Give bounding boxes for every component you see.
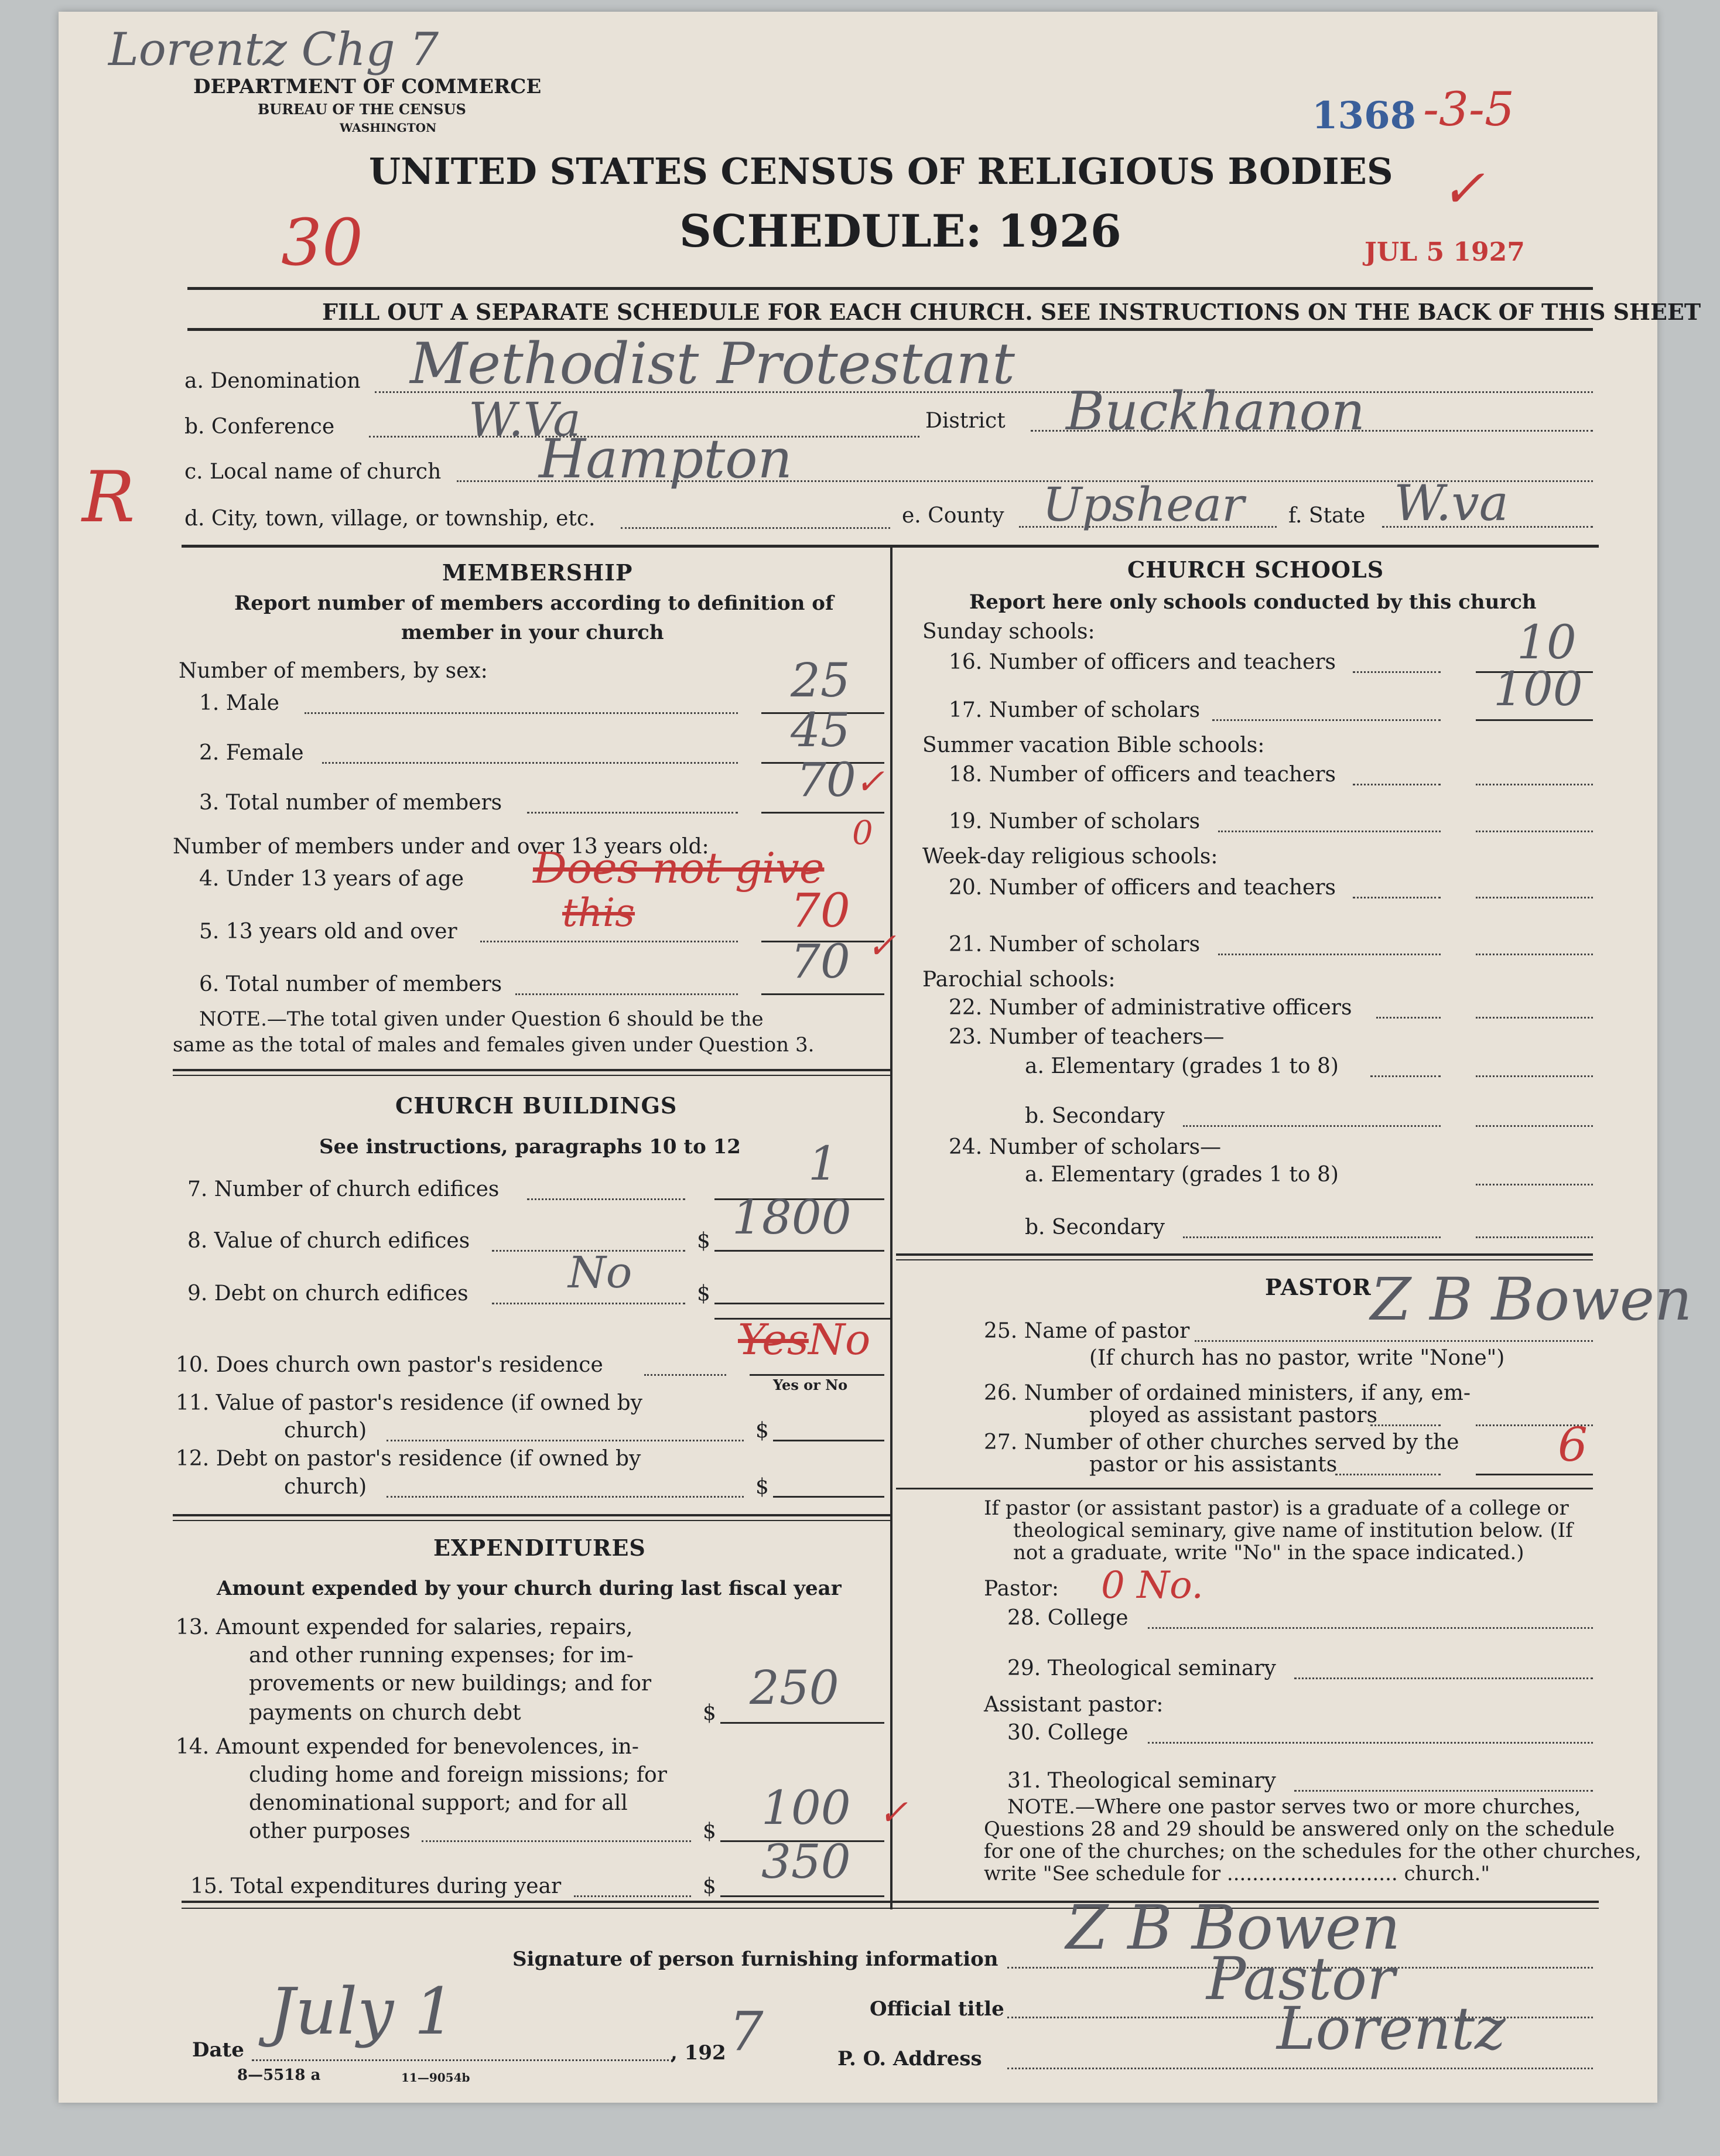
buildings-heading: CHURCH BUILDINGS (395, 1092, 678, 1119)
q30-label: 30. College (1007, 1721, 1129, 1745)
members-by-sex-label: Number of members, by sex: (179, 659, 488, 683)
age-intro-label: Number of members under and over 13 years old: (173, 835, 709, 859)
q11-label-1: 11. Value of pastor's residence (if owned by (176, 1391, 643, 1415)
official-title-label: Official title (870, 1997, 1004, 2021)
q12-dollar: $ (755, 1475, 769, 1499)
pastor-note-4: write "See schedule for ........................... church." (984, 1862, 1490, 1885)
pastor-heading: PASTOR (1265, 1274, 1372, 1300)
q17-value: 100 (1493, 662, 1583, 716)
received-stamp: JUL 5 1927 (1365, 237, 1525, 267)
q22-label: 22. Number of administrative officers (949, 996, 1352, 1020)
church-name-value: Hampton (539, 428, 792, 490)
graduate-note-2: theological seminary, give name of institution below. (If (1013, 1519, 1573, 1542)
q16-value: 10 (1517, 615, 1577, 669)
q20-label: 20. Number of officers and teachers (949, 876, 1336, 900)
membership-intro-2: member in your church (401, 621, 664, 644)
q6-label: 6. Total number of members (199, 972, 502, 996)
q27-label-1: 27. Number of other churches served by the (984, 1430, 1459, 1454)
year-prefix: , 192 (671, 2041, 726, 2065)
q11-label-2: church) (284, 1419, 367, 1443)
q7-value: 1 (808, 1136, 838, 1191)
q21-label: 21. Number of scholars (949, 932, 1201, 956)
check-mark: ✓ (1441, 158, 1485, 220)
instructions-line: FILL OUT A SEPARATE SCHEDULE FOR EACH CHURCH. SEE INSTRUCTIONS ON THE BACK OF THIS SHEET (322, 299, 1701, 325)
q12-label-1: 12. Debt on pastor's residence (if owned by (176, 1447, 641, 1471)
corner-note: Lorentz Chg 7 (108, 23, 439, 76)
q18-label: 18. Number of officers and teachers (949, 763, 1336, 787)
q27-value: 6 (1558, 1417, 1588, 1472)
q1-label: 1. Male (199, 691, 279, 715)
q2-value: 45 (791, 703, 850, 757)
q14-label-3: denominational support; and for all (249, 1791, 628, 1815)
q23b-label: b. Secondary (1025, 1104, 1165, 1128)
q9-label: 9. Debt on church edifices (187, 1282, 469, 1306)
number-30: 30 (281, 205, 363, 280)
q25-hint: (If church has no pastor, write "None") (1089, 1346, 1505, 1370)
expenditures-intro: Amount expended by your church during last fiscal year (217, 1577, 842, 1600)
q9-dollar: $ (697, 1282, 710, 1306)
q10-label: 10. Does church own pastor's residence (176, 1353, 603, 1377)
q5-struck-text: this (562, 890, 635, 935)
church-name-label: c. Local name of church (184, 460, 442, 484)
q13-label-4: payments on church debt (249, 1701, 521, 1725)
parochial-schools-label: Parochial schools: (922, 968, 1116, 992)
q14-dollar: $ (703, 1819, 716, 1843)
schools-heading: CHURCH SCHOOLS (1127, 556, 1384, 583)
q14-check: ✓ (878, 1792, 908, 1833)
q15-dollar: $ (703, 1874, 716, 1898)
date-label: Date (192, 2038, 244, 2062)
membership-note-2: same as the total of males and females given under Question 3. (173, 1033, 815, 1057)
graduate-note-3: not a graduate, write "No" in the space indicated.) (1013, 1541, 1524, 1564)
state-label: f. State (1288, 504, 1366, 528)
q24b-label: b. Secondary (1025, 1215, 1165, 1239)
conference-value: W.Va (469, 392, 581, 447)
q4-value: 0 (852, 814, 873, 852)
membership-intro-1: Report number of members according to definition of (234, 592, 834, 615)
district-value: Buckhanon (1066, 381, 1365, 442)
date-value: July 1 (269, 1974, 456, 2049)
signature-value: Z B Bowen (1066, 1892, 1401, 1963)
q6-value: 70 (791, 934, 850, 989)
q31-label: 31. Theological seminary (1007, 1769, 1276, 1793)
q25-label: 25. Name of pastor (984, 1319, 1190, 1343)
signature-label: Signature of person furnishing information (512, 1947, 999, 1971)
buildings-intro: See instructions, paragraphs 10 to 12 (319, 1135, 741, 1159)
q1-value: 25 (791, 653, 850, 708)
county-value: Upshear (1042, 477, 1244, 532)
q24-label: 24. Number of scholars— (949, 1135, 1222, 1159)
weekday-schools-label: Week-day religious schools: (922, 845, 1218, 869)
membership-note-1: NOTE.—The total given under Question 6 should be the (199, 1007, 764, 1031)
q8-dollar: $ (697, 1229, 710, 1253)
q14-value: 100 (761, 1781, 851, 1835)
official-title-value: Pastor (1206, 1945, 1395, 2013)
po-address-value: Lorentz (1277, 1994, 1506, 2063)
census-schedule-sheet (59, 12, 1701, 2103)
q27-label-2: pastor or his assistants (1089, 1453, 1338, 1477)
state-value: W.va (1394, 474, 1509, 532)
sunday-schools-label: Sunday schools: (922, 620, 1095, 644)
q8-label: 8. Value of church edifices (187, 1229, 470, 1253)
q14-label-2: cluding home and foreign missions; for (249, 1763, 667, 1787)
q4-struck-text: Does not give (533, 843, 825, 893)
district-label: District (925, 409, 1006, 433)
q5-label: 5. 13 years old and over (199, 920, 457, 944)
q10-struck-text: Yes (738, 1315, 809, 1364)
q19-label: 19. Number of scholars (949, 809, 1201, 833)
year-value: 7 (729, 2000, 764, 2063)
q13-label-1: 13. Amount expended for salaries, repairs, (176, 1615, 633, 1639)
q4-label: 4. Under 13 years of age (199, 867, 464, 891)
form-code: 11—9054b (401, 2070, 470, 2085)
schools-intro: Report here only schools conducted by this church (969, 590, 1537, 614)
membership-heading: MEMBERSHIP (442, 559, 633, 586)
q3-value: 70 (796, 753, 856, 807)
q17-label: 17. Number of scholars (949, 698, 1201, 722)
q10-value: No (808, 1315, 871, 1364)
q15-label: 15. Total expenditures during year (190, 1874, 562, 1898)
bureau: BUREAU OF THE CENSUS (258, 101, 466, 118)
pastor-grad-label: Pastor: (984, 1577, 1059, 1601)
county-label: e. County (902, 504, 1004, 528)
department: DEPARTMENT OF COMMERCE (193, 75, 542, 98)
q3-check: ✓ (855, 761, 885, 802)
q14-label-4: other purposes (249, 1819, 411, 1843)
q28-label: 28. College (1007, 1606, 1129, 1630)
q2-label: 2. Female (199, 741, 304, 765)
q3-label: 3. Total number of members (199, 791, 502, 815)
q9-value: No (568, 1248, 632, 1298)
city-label: d. City, town, village, or township, etc. (184, 507, 596, 531)
pastor-note-3: for one of the churches; on the schedules for the other churches, (984, 1840, 1642, 1863)
expenditures-heading: EXPENDITURES (433, 1535, 646, 1561)
file-suffix: -3-5 (1423, 82, 1514, 136)
q6-check: ✓ (867, 925, 897, 966)
q13-dollar: $ (703, 1701, 716, 1725)
pastor-grad-value: 0 No. (1101, 1564, 1203, 1607)
po-address-label: P. O. Address (837, 2047, 982, 2070)
q12-label-2: church) (284, 1475, 367, 1499)
graduate-note-1: If pastor (or assistant pastor) is a graduate of a college or (984, 1496, 1569, 1520)
assistant-pastor-label: Assistant pastor: (984, 1693, 1164, 1717)
q13-label-3: provements or new buildings; and for (249, 1672, 652, 1696)
subtitle: SCHEDULE: 1926 (679, 205, 1121, 257)
q29-label: 29. Theological seminary (1007, 1656, 1276, 1680)
q13-label-2: and other running expenses; for im- (249, 1644, 634, 1668)
denomination-value: Methodist Protestant (410, 331, 1015, 397)
pastor-note-2: Questions 28 and 29 should be answered only on the schedule (984, 1817, 1615, 1841)
pastor-note-1: NOTE.—Where one pastor serves two or more churches, (1007, 1795, 1581, 1819)
q10-hint: Yes or No (773, 1376, 848, 1393)
q16-label: 16. Number of officers and teachers (949, 650, 1336, 674)
conference-label: b. Conference (184, 415, 335, 439)
q13-value: 250 (750, 1660, 839, 1715)
form-number: 8—5518 a (237, 2066, 321, 2084)
q26-label-1: 26. Number of ordained ministers, if any, em- (984, 1381, 1471, 1405)
q24a-label: a. Elementary (grades 1 to 8) (1025, 1163, 1339, 1187)
summer-schools-label: Summer vacation Bible schools: (922, 733, 1265, 757)
q5-value: 70 (791, 883, 850, 938)
q7-label: 7. Number of church edifices (187, 1177, 500, 1201)
city: WASHINGTON (340, 121, 437, 135)
q8-value: 1800 (732, 1190, 852, 1245)
q23a-label: a. Elementary (grades 1 to 8) (1025, 1054, 1339, 1078)
margin-mark: R (82, 457, 135, 538)
denomination-label: a. Denomination (184, 369, 361, 393)
q26-label-2: ployed as assistant pastors (1089, 1403, 1377, 1427)
file-number: 1368 (1312, 94, 1417, 138)
q15-value: 350 (761, 1834, 851, 1889)
q23-label: 23. Number of teachers— (949, 1025, 1225, 1049)
title: UNITED STATES CENSUS OF RELIGIOUS BODIES (369, 150, 1393, 193)
q25-value: Z B Bowen (1370, 1265, 1692, 1334)
q11-dollar: $ (755, 1419, 769, 1443)
q14-label-1: 14. Amount expended for benevolences, in- (176, 1735, 639, 1759)
